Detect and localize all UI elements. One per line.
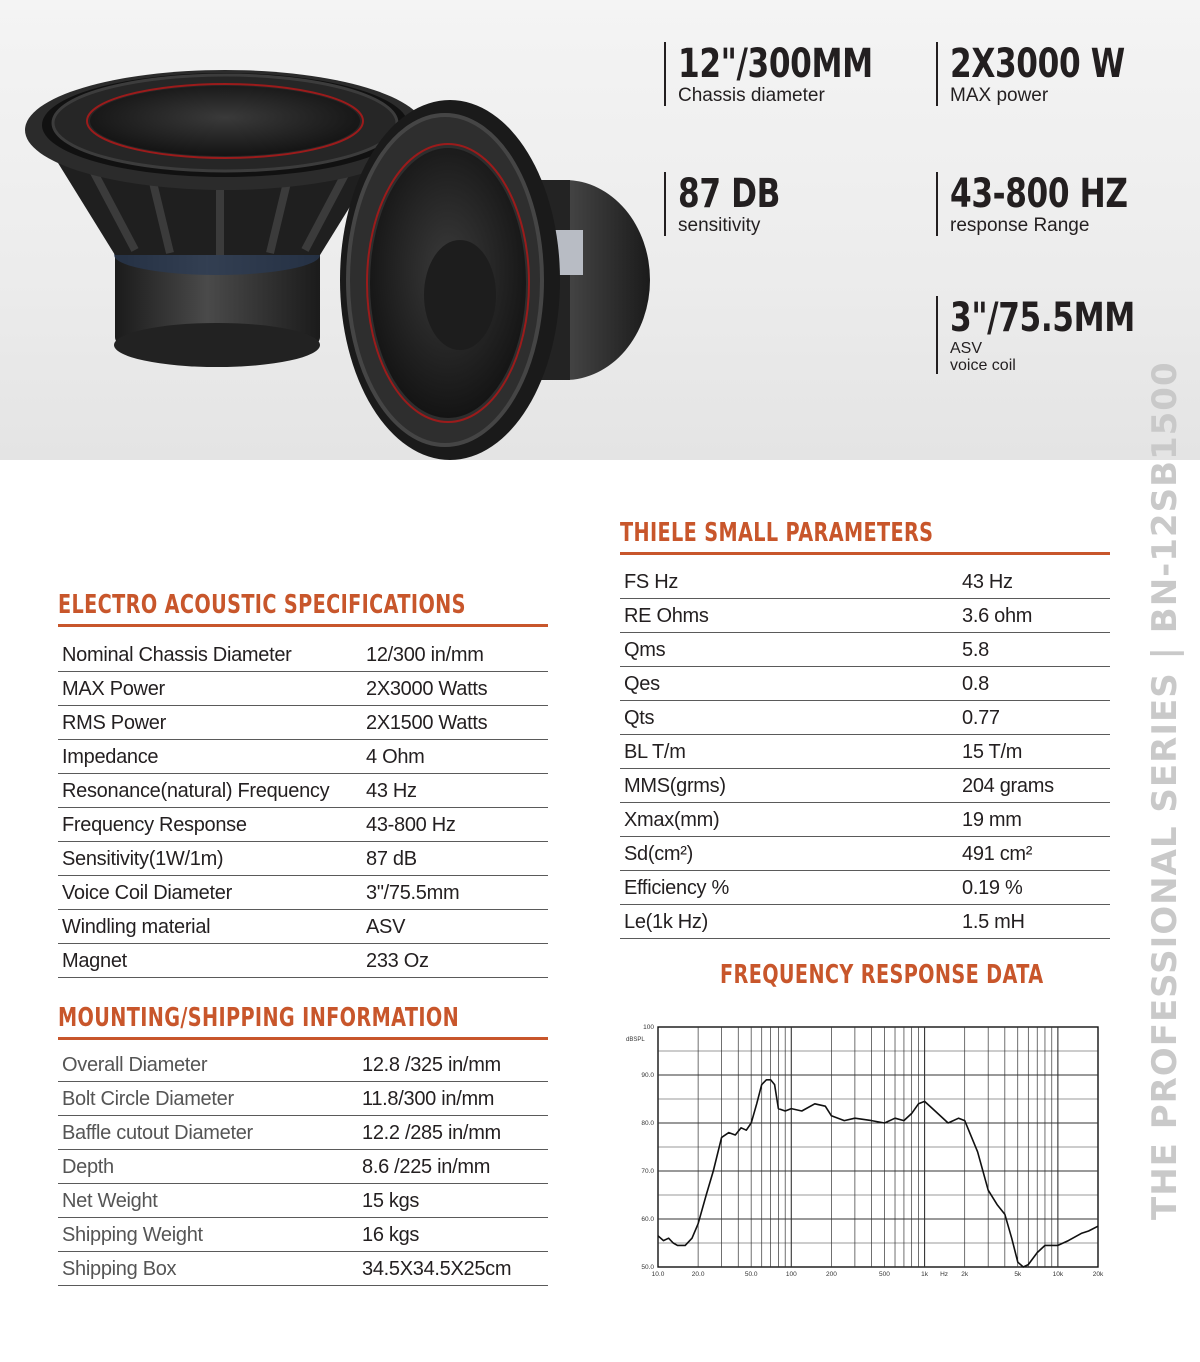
spec-value: 2X1500 Watts <box>366 712 488 734</box>
spec-value: 3"/75.5mm <box>366 882 460 904</box>
spec-row <box>58 706 548 740</box>
spec-label: Depth <box>62 1156 114 1178</box>
spec-row <box>620 667 1110 701</box>
spec-label: Efficiency % <box>624 877 729 899</box>
spec-value: 15 kgs <box>362 1190 420 1212</box>
stat-response-range <box>936 172 1178 236</box>
spec-row <box>58 842 548 876</box>
spec-label: Overall Diameter <box>62 1054 208 1076</box>
spec-value: 8.6 /225 in/mm <box>362 1156 491 1178</box>
subwoofer-product-photo <box>20 55 670 460</box>
spec-value: 43-800 Hz <box>366 814 456 836</box>
spec-label: MMS(grms) <box>624 775 726 797</box>
chart-x-tick-label: 200 <box>825 1271 837 1278</box>
spec-value: 0.77 <box>962 707 1000 729</box>
spec-row <box>58 1252 548 1286</box>
spec-row <box>620 599 1110 633</box>
chart-x-tick-label: 20k <box>1092 1271 1104 1278</box>
spec-label: Nominal Chassis Diameter <box>62 644 292 666</box>
spec-label: Bolt Circle Diameter <box>62 1088 234 1110</box>
chart-y-tick-label: 50.0 <box>641 1264 654 1271</box>
spec-row <box>58 944 548 978</box>
hero-banner <box>0 0 1200 460</box>
chart-x-tick-label: 10k <box>1052 1271 1064 1278</box>
stat-label: Chassis diameter <box>678 85 825 106</box>
stat-value: 3"/75.5MM <box>950 295 1135 341</box>
spec-row <box>58 1116 548 1150</box>
spec-value: 0.19 % <box>962 877 1023 899</box>
spec-row <box>620 735 1110 769</box>
spec-row <box>620 837 1110 871</box>
thiele-small-title: THIELE SMALL PARAMETERS <box>620 518 934 548</box>
spec-value: 3.6 ohm <box>962 605 1033 627</box>
spec-label: Sd(cm²) <box>624 843 694 865</box>
spec-row <box>58 740 548 774</box>
spec-row <box>620 769 1110 803</box>
title-rule <box>58 624 548 627</box>
spec-value: 16 kgs <box>362 1224 420 1246</box>
stat-value: 12"/300MM <box>678 41 873 87</box>
spec-label: Impedance <box>62 746 159 768</box>
spec-value: 491 cm² <box>962 843 1033 865</box>
chart-y-tick-label: 60.0 <box>641 1216 654 1223</box>
chart-x-tick-label: 50.0 <box>744 1271 758 1278</box>
stat-chassis-diameter <box>664 42 928 106</box>
spec-row <box>58 1184 548 1218</box>
spec-row <box>58 638 548 672</box>
spec-value: 87 dB <box>366 848 417 870</box>
chart-y-tick-label: 90.0 <box>641 1072 654 1079</box>
chart-x-tick-label: 100 <box>785 1271 797 1278</box>
spec-label: Qes <box>624 673 660 695</box>
spec-row <box>58 1218 548 1252</box>
chart-x-tick-label: 10.0 <box>651 1271 665 1278</box>
spec-label: MAX Power <box>62 678 165 700</box>
spec-value: 34.5X34.5X25cm <box>362 1258 512 1280</box>
spec-label: Magnet <box>62 950 127 972</box>
chart-x-tick-label: 20.0 <box>691 1271 705 1278</box>
spec-label: Baffle cutout Diameter <box>62 1122 253 1144</box>
chart-y-tick-label: 80.0 <box>641 1120 654 1127</box>
stat-label: MAX power <box>950 85 1049 106</box>
spec-label: Qts <box>624 707 655 729</box>
spec-value: 12/300 in/mm <box>366 644 484 666</box>
chart-x-tick-label: 2k <box>961 1271 969 1278</box>
chart-x-tick-label: Hz <box>940 1271 949 1278</box>
spec-row <box>58 1048 548 1082</box>
spec-value: 233 Oz <box>366 950 429 972</box>
spec-value: 12.8 /325 in/mm <box>362 1054 501 1076</box>
spec-label: Qms <box>624 639 666 661</box>
spec-value: 204 grams <box>962 775 1054 797</box>
spec-row <box>58 672 548 706</box>
spec-row <box>58 808 548 842</box>
electro-acoustic-title: ELECTRO ACOUSTIC SPECIFICATIONS <box>58 590 466 620</box>
spec-value: 0.8 <box>962 673 989 695</box>
spec-value: 43 Hz <box>366 780 417 802</box>
spec-row <box>58 1150 548 1184</box>
spec-value: 4 Ohm <box>366 746 425 768</box>
spec-label: RMS Power <box>62 712 166 734</box>
stat-value: 87 DB <box>678 171 781 217</box>
spec-label: RE Ohms <box>624 605 709 627</box>
chart-x-tick-label: 5k <box>1014 1271 1022 1278</box>
spec-value: 15 T/m <box>962 741 1023 763</box>
spec-row <box>620 905 1110 939</box>
spec-row <box>620 871 1110 905</box>
stat-label: sensitivity <box>678 215 761 236</box>
title-rule <box>620 552 1110 555</box>
chart-y-tick-label: 100 <box>643 1024 654 1031</box>
spec-label: Windling material <box>62 916 211 938</box>
spec-row <box>620 701 1110 735</box>
stat-sensitivity <box>664 172 809 236</box>
spec-label: BL T/m <box>624 741 686 763</box>
spec-label: FS Hz <box>624 571 679 593</box>
spec-label: Net Weight <box>62 1190 158 1212</box>
spec-row <box>58 1082 548 1116</box>
spec-label: Shipping Weight <box>62 1224 203 1246</box>
frequency-response-chart <box>610 1015 1115 1285</box>
stat-label: response Range <box>950 215 1090 236</box>
mounting-shipping-table <box>58 1048 548 1286</box>
stat-label: voice coil <box>950 357 1016 374</box>
title-rule <box>58 1037 548 1040</box>
spec-label: Le(1k Hz) <box>624 911 708 933</box>
spec-row <box>58 876 548 910</box>
chart-y-tick-label: 70.0 <box>641 1168 654 1175</box>
spec-row <box>58 774 548 808</box>
chart-x-tick-label: 500 <box>879 1271 890 1278</box>
spec-value: ASV <box>366 916 406 938</box>
spec-value: 5.8 <box>962 639 989 661</box>
stat-label: ASV <box>950 340 983 357</box>
stat-max-power <box>936 42 1174 106</box>
spec-value: 19 mm <box>962 809 1022 831</box>
mounting-shipping-title: MOUNTING/SHIPPING INFORMATION <box>58 1003 460 1033</box>
spec-value: 2X3000 Watts <box>366 678 488 700</box>
spec-label: Sensitivity(1W/1m) <box>62 848 224 870</box>
spec-row <box>620 803 1110 837</box>
spec-row <box>620 633 1110 667</box>
spec-row <box>58 910 548 944</box>
frequency-response-title: FREQUENCY RESPONSE DATA <box>720 960 1044 990</box>
chart-x-tick-label: 1k <box>921 1271 929 1278</box>
chart-y-axis-label: dBSPL <box>626 1037 645 1043</box>
stat-value: 2X3000 W <box>950 41 1125 87</box>
spec-row <box>620 565 1110 599</box>
spec-label: Xmax(mm) <box>624 809 720 831</box>
stat-value: 43-800 HZ <box>950 171 1128 217</box>
spec-label: Shipping Box <box>62 1258 177 1280</box>
spec-value: 11.8/300 in/mm <box>362 1088 495 1110</box>
spec-label: Voice Coil Diameter <box>62 882 232 904</box>
thiele-small-table <box>620 565 1110 939</box>
spec-label: Frequency Response <box>62 814 247 836</box>
spec-value: 1.5 mH <box>962 911 1025 933</box>
spec-value: 43 Hz <box>962 571 1013 593</box>
electro-acoustic-table <box>58 638 548 978</box>
spec-value: 12.2 /285 in/mm <box>362 1122 501 1144</box>
series-model-vertical-text: THE PROFESSIONAL SERIES | BN-12SB1500 <box>1145 361 1185 1220</box>
spec-label: Resonance(natural) Frequency <box>62 780 330 802</box>
